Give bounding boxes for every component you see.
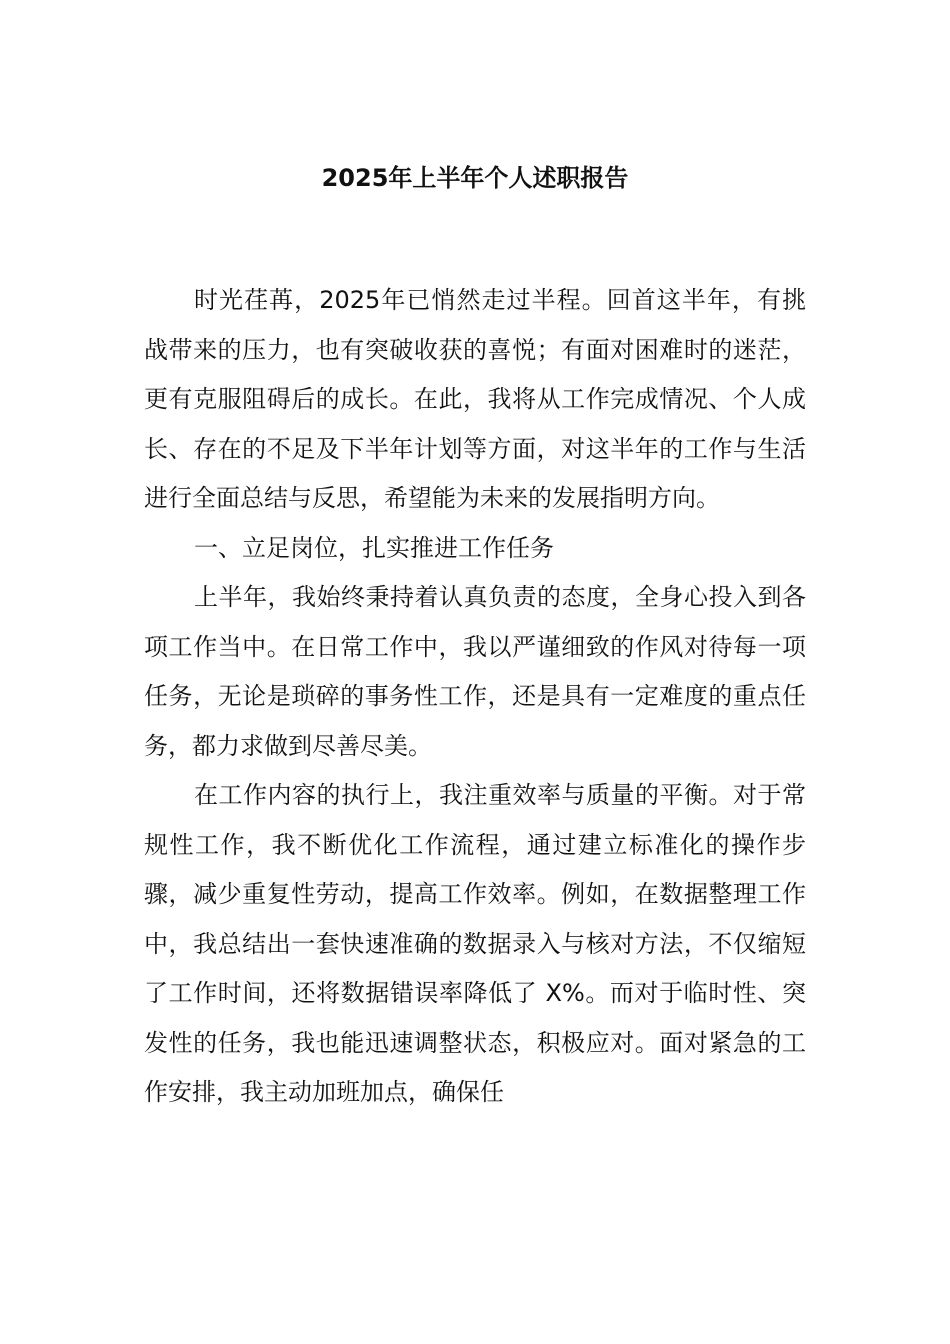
section-heading-1: 一、立足岗位，扎实推进工作任务: [194, 533, 554, 562]
paragraph-intro: 时光荏苒，2025年已悄然走过半程。回首这半年，有挑战带来的压力，也有突破收获的喜悦；有面对困难时的迷茫，更有克服阻碍后的成长。在此，我将从工作完成情况、个人成长、存在的不足及下半年计划等方面，对这半年的工作与生活进行全面总结与反思，希望能为未来的发展指明方向。: [144, 286, 806, 512]
paragraph-section1-b: 在工作内容的执行上，我注重效率与质量的平衡。对于常规性工作，我不断优化工作流程，通过建立标准化的操作步骤，减少重复性劳动，提高工作效率。例如，在数据整理工作中，我总结出一套快速准确的数据录入与核对方法，不仅缩短了工作时间，还将数据错误率降低了 X%。而对于临时性、突发性的任务，我也能迅速调整状态，积极应对。面对紧急的工作安排，我主动加班加点，确保任: [144, 781, 806, 1106]
document-body: [144, 276, 806, 1118]
paragraph-section1-a: 上半年，我始终秉持着认真负责的态度，全身心投入到各项工作当中。在日常工作中，我以严谨细致的作风对待每一项任务，无论是琐碎的事务性工作，还是具有一定难度的重点任务，都力求做到尽善尽美。: [144, 583, 806, 760]
document-title: 2025年上半年个人述职报告: [321, 164, 629, 192]
